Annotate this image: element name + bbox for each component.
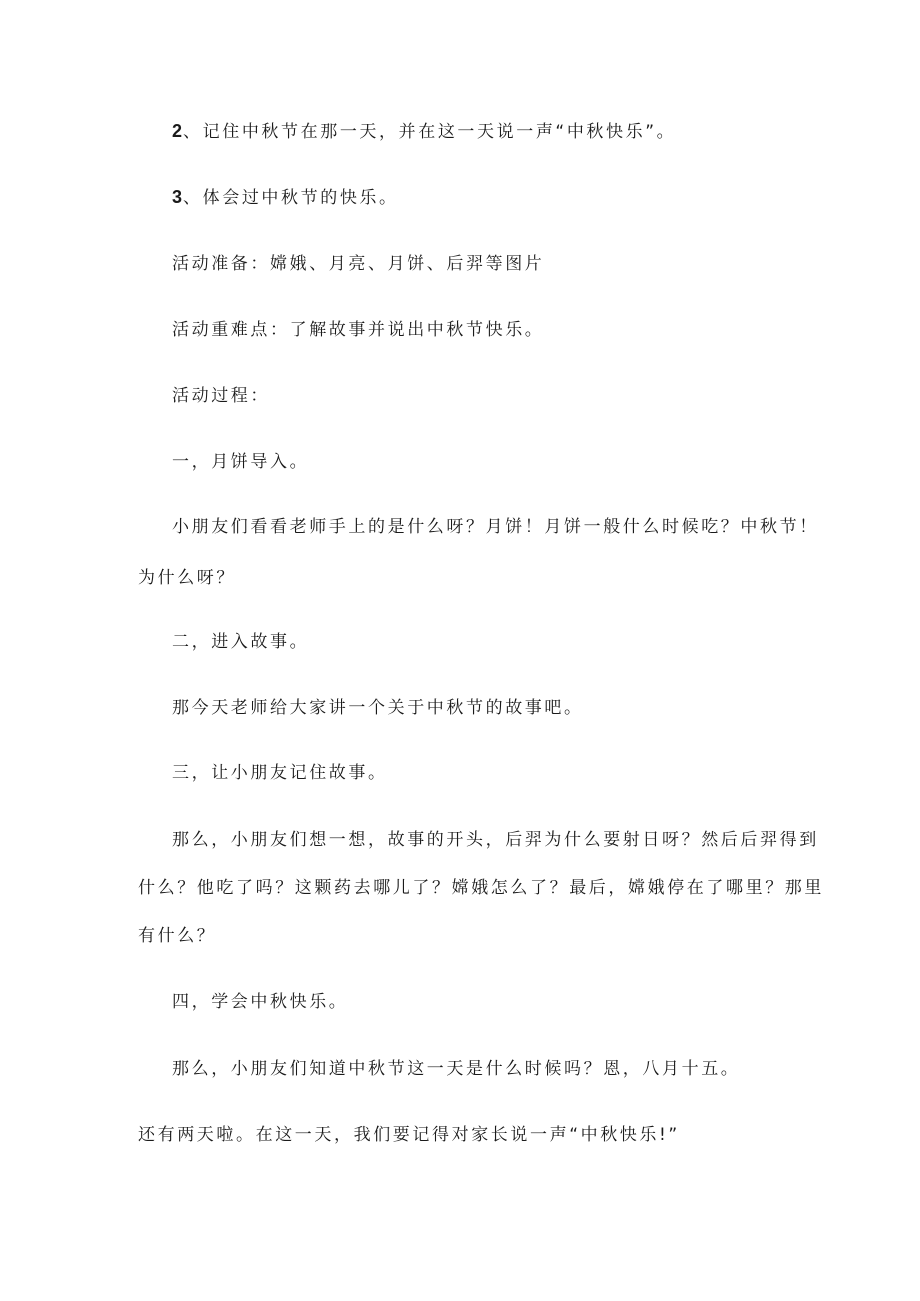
step-4-heading: 四，学会中秋快乐。	[172, 992, 349, 1012]
step-1-heading: 一，月饼导入。	[172, 452, 310, 472]
step-2-heading: 二，进入故事。	[172, 632, 310, 652]
activity-key-points: 活动重难点：了解故事并说出中秋节快乐。	[172, 320, 545, 340]
goal-text: 、体会过中秋节的快乐。	[183, 188, 399, 208]
step-2-paragraph: 那今天老师给大家讲一个关于中秋节的故事吧。	[172, 698, 584, 718]
step-4-paragraph-line-1: 那么，小朋友们知道中秋节这一天是什么时候吗？恩，八月十五。	[172, 1059, 741, 1079]
goal-text: 、记住中秋节在那一天，并在这一天说一声“中秋快乐”。	[183, 122, 677, 142]
goal-number: 2	[172, 121, 184, 141]
step-3-paragraph-line-1: 那么，小朋友们想一想，故事的开头，后羿为什么要射日呀？然后后羿得到	[172, 830, 819, 850]
step-3-paragraph-line-3: 有什么？	[138, 926, 217, 946]
step-3-heading: 三，让小朋友记住故事。	[172, 763, 388, 783]
step-1-paragraph-line-1: 小朋友们看看老师手上的是什么呀？月饼！月饼一般什么时候吃？中秋节！	[172, 517, 819, 537]
step-4-paragraph-line-2: 还有两天啦。在这一天，我们要记得对家长说一声“中秋快乐!”	[138, 1125, 680, 1145]
activity-process-label: 活动过程：	[172, 386, 270, 406]
activity-preparation: 活动准备：嫦娥、月亮、月饼、后羿等图片	[172, 254, 545, 274]
step-3-paragraph-line-2: 什么？他吃了吗？这颗药去哪儿了？嫦娥怎么了？最后，嫦娥停在了哪里？那里	[138, 878, 824, 898]
goal-number: 3	[172, 187, 184, 207]
goal-item-2	[172, 119, 676, 144]
step-1-paragraph-line-2: 为什么呀？	[138, 568, 236, 588]
goal-item-3	[172, 185, 399, 210]
